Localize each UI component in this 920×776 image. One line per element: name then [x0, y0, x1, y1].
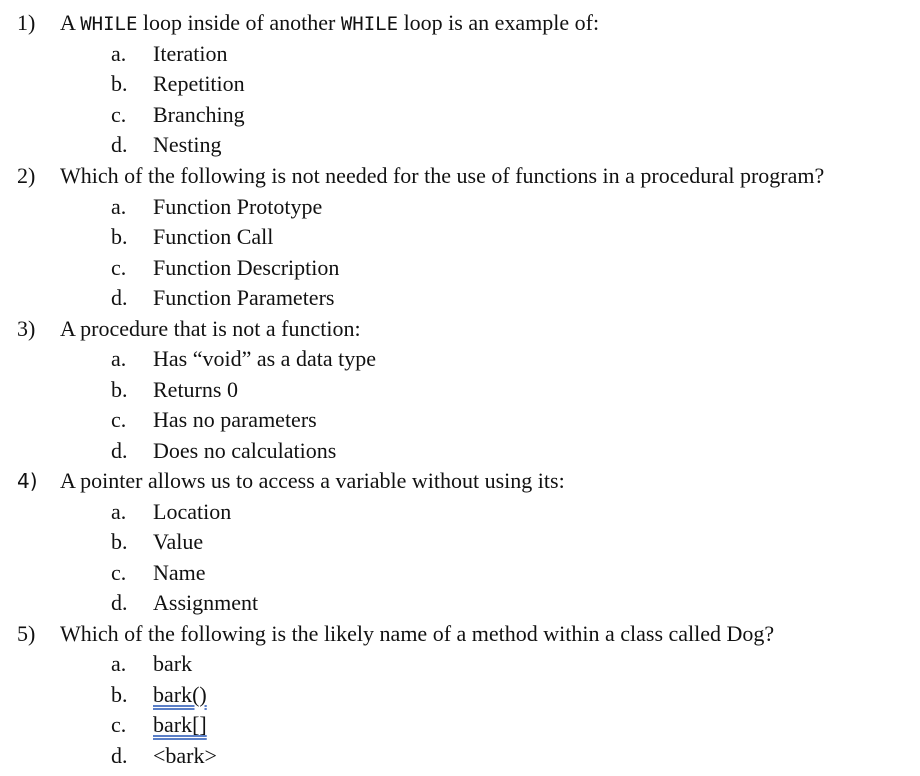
code-keyword: WHILE [340, 13, 399, 35]
stem-text: loop is an example of: [398, 10, 600, 35]
option-text: Function Prototype [153, 194, 323, 219]
option-label: c. [111, 102, 127, 127]
option-label: d. [111, 438, 128, 463]
stem-text: loop inside of another [137, 10, 341, 35]
option-text: Function Parameters [153, 285, 335, 310]
question-number: 4) [17, 469, 38, 493]
option-label: c. [111, 255, 127, 280]
question-stem: A pointer allows us to access a variable without using its: [60, 468, 565, 493]
option-text: Name [153, 560, 206, 585]
option-label: a. [111, 346, 127, 371]
option-text: Function Description [153, 255, 340, 280]
option-label: a. [111, 651, 127, 676]
option-label: d. [111, 132, 128, 157]
option-text: Iteration [153, 41, 228, 66]
option-text: Nesting [153, 132, 222, 157]
option-text: Location [153, 499, 232, 524]
question-number: 3) [17, 316, 36, 341]
option-label: d. [111, 743, 128, 768]
option-text: bark() [153, 682, 207, 707]
option-label: b. [111, 529, 128, 554]
question-number: 5) [17, 621, 36, 646]
option-label: c. [111, 560, 127, 585]
option-text: Returns 0 [153, 377, 238, 402]
option-text: Does no calculations [153, 438, 337, 463]
question-stem: Which of the following is not needed for the use of functions in a procedural program? [60, 163, 825, 188]
option-text: Assignment [153, 590, 259, 615]
stem-text: A [60, 10, 81, 35]
option-text: Has “void” as a data type [153, 346, 376, 371]
option-label: b. [111, 682, 128, 707]
option-label: b. [111, 71, 128, 96]
option-label: b. [111, 224, 128, 249]
question-number: 1) [17, 10, 36, 35]
question-stem: Which of the following is the likely name of a method within a class called Dog? [60, 621, 775, 646]
option-label: a. [111, 194, 127, 219]
question-stem: A procedure that is not a function: [60, 316, 361, 341]
option-text: Value [153, 529, 204, 554]
option-label: c. [111, 407, 127, 432]
option-text: bark[] [153, 712, 207, 737]
option-label: c. [111, 712, 127, 737]
option-label: d. [111, 285, 128, 310]
question-number: 2) [17, 163, 36, 188]
option-text: bark [153, 651, 193, 676]
option-text: Has no parameters [153, 407, 317, 432]
option-text: Function Call [153, 224, 274, 249]
question-stem [60, 8, 599, 39]
option-label: a. [111, 41, 127, 66]
code-keyword: WHILE [80, 13, 138, 35]
option-text: Branching [153, 102, 245, 127]
option-label: a. [111, 499, 127, 524]
option-text: Repetition [153, 71, 245, 96]
option-label: b. [111, 377, 128, 402]
option-text: <bark> [153, 743, 217, 768]
option-label: d. [111, 590, 128, 615]
